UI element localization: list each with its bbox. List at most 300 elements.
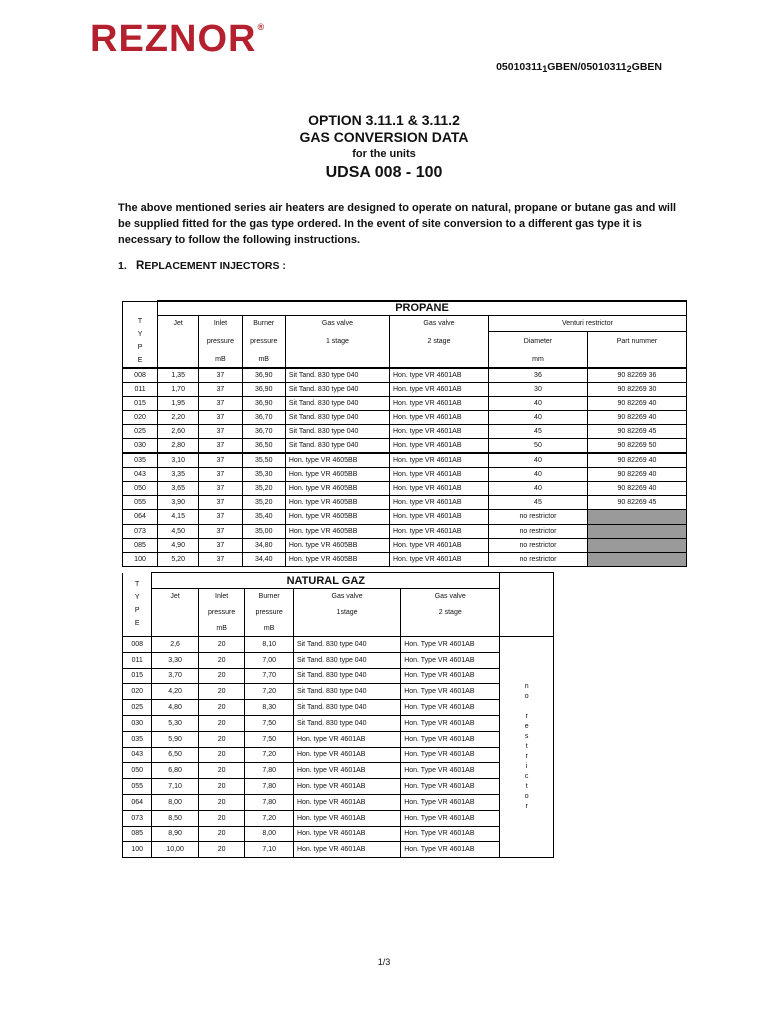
cell-jet: 2,80 bbox=[158, 439, 199, 453]
table-row bbox=[123, 842, 554, 858]
cell-gas-valve-1: Hon. type VR 4601AB bbox=[293, 842, 400, 858]
cell-gas-valve-2: Hon. Type VR 4601AB bbox=[401, 715, 500, 731]
table-row bbox=[123, 524, 687, 538]
natgaz-header-gv1b: 1stage bbox=[293, 605, 400, 621]
cell-gas-valve-2: Hon. Type VR 4601AB bbox=[401, 700, 500, 716]
cell-gas-valve-2: Hon. Type VR 4601AB bbox=[401, 810, 500, 826]
cell-diameter: 30 bbox=[488, 382, 587, 396]
cell-burner: 36,70 bbox=[242, 425, 285, 439]
cell-jet: 2,6 bbox=[152, 637, 199, 653]
propane-header-jet: Jet bbox=[158, 315, 199, 332]
cell-gas-valve-2: Hon. type VR 4601AB bbox=[390, 411, 489, 425]
cell-inlet: 20 bbox=[198, 747, 245, 763]
cell-burner: 8,10 bbox=[245, 637, 294, 653]
table-row bbox=[123, 731, 554, 747]
cell-gas-valve-2: Hon. Type VR 4601AB bbox=[401, 826, 500, 842]
table-row bbox=[123, 368, 687, 382]
cell-gas-valve-2: Hon. type VR 4601AB bbox=[390, 552, 489, 566]
cell-part-number bbox=[587, 552, 686, 566]
doc-ref-part2: GBEN/05010311 bbox=[547, 61, 627, 73]
table-row bbox=[123, 779, 554, 795]
cell-type: 008 bbox=[123, 637, 152, 653]
cell-gas-valve-2: Hon. type VR 4601AB bbox=[390, 368, 489, 382]
type-letter: P bbox=[134, 607, 140, 615]
cell-gas-valve-1: Sit Tand. 830 type 040 bbox=[285, 411, 389, 425]
cell-inlet: 20 bbox=[198, 794, 245, 810]
cell-gas-valve-1: Sit Tand. 830 type 040 bbox=[293, 700, 400, 716]
cell-part-number: 90 82269 40 bbox=[587, 411, 686, 425]
natgaz-header-burner2: pressure bbox=[245, 605, 294, 621]
cell-type: 085 bbox=[123, 538, 158, 552]
cell-part-number: 90 82269 50 bbox=[587, 439, 686, 453]
title-block bbox=[0, 112, 768, 183]
cell-gas-valve-1: Hon. type VR 4605BB bbox=[285, 467, 389, 481]
side-note-letter: t bbox=[525, 743, 528, 751]
cell-burner: 7,70 bbox=[245, 668, 294, 684]
type-letter: T bbox=[135, 581, 140, 589]
propane-header-gv2: Gas valve bbox=[390, 315, 489, 332]
cell-diameter: 40 bbox=[488, 467, 587, 481]
cell-part-number: 90 82269 45 bbox=[587, 425, 686, 439]
natgaz-header-inlet3: mB bbox=[198, 621, 245, 637]
side-note-letter: r bbox=[525, 803, 528, 811]
propane-rows bbox=[123, 368, 687, 567]
cell-type: 030 bbox=[123, 715, 152, 731]
cell-burner: 7,10 bbox=[245, 842, 294, 858]
table-row bbox=[123, 467, 687, 481]
natgaz-header-gv2b: 2 stage bbox=[401, 605, 500, 621]
cell-burner: 7,20 bbox=[245, 747, 294, 763]
cell-gas-valve-1: Sit Tand. 830 type 040 bbox=[285, 368, 389, 382]
table-row bbox=[123, 538, 687, 552]
cell-gas-valve-1: Sit Tand. 830 type 040 bbox=[285, 382, 389, 396]
cell-jet: 1,70 bbox=[158, 382, 199, 396]
natgaz-header-blank bbox=[152, 605, 199, 621]
cell-gas-valve-2: Hon. type VR 4601AB bbox=[390, 453, 489, 467]
cell-type: 043 bbox=[123, 747, 152, 763]
doc-ref-part1: 05010311 bbox=[496, 61, 543, 73]
cell-gas-valve-2: Hon. Type VR 4601AB bbox=[401, 637, 500, 653]
reznor-logo bbox=[90, 18, 265, 61]
table-row bbox=[123, 700, 554, 716]
side-note-letter: o bbox=[524, 793, 529, 801]
cell-gas-valve-2: Hon. Type VR 4601AB bbox=[401, 684, 500, 700]
cell-gas-valve-2: Hon. Type VR 4601AB bbox=[401, 779, 500, 795]
cell-gas-valve-1: Hon. type VR 4601AB bbox=[293, 731, 400, 747]
cell-gas-valve-1: Sit Tand. 830 type 040 bbox=[293, 715, 400, 731]
table-row bbox=[123, 715, 554, 731]
cell-burner: 36,70 bbox=[242, 411, 285, 425]
propane-header-blank bbox=[587, 351, 686, 368]
cell-type: 055 bbox=[123, 496, 158, 510]
natgaz-type-header bbox=[123, 573, 152, 637]
cell-inlet: 20 bbox=[198, 715, 245, 731]
cell-gas-valve-1: Sit Tand. 830 type 040 bbox=[285, 425, 389, 439]
cell-jet: 10,00 bbox=[152, 842, 199, 858]
doc-ref-part3: GBEN bbox=[631, 61, 662, 73]
cell-burner: 34,40 bbox=[242, 552, 285, 566]
natgaz-header-burner: Burner bbox=[245, 589, 294, 605]
cell-gas-valve-2: Hon. type VR 4601AB bbox=[390, 425, 489, 439]
cell-gas-valve-1: Hon. type VR 4605BB bbox=[285, 538, 389, 552]
cell-type: 064 bbox=[123, 510, 158, 524]
cell-inlet: 37 bbox=[199, 396, 242, 410]
type-letter: Y bbox=[137, 331, 143, 338]
table-row bbox=[123, 496, 687, 510]
cell-gas-valve-2: Hon. Type VR 4601AB bbox=[401, 794, 500, 810]
cell-inlet: 37 bbox=[199, 368, 242, 382]
cell-part-number: 90 82269 40 bbox=[587, 453, 686, 467]
cell-inlet: 20 bbox=[198, 842, 245, 858]
cell-part-number: 90 82269 36 bbox=[587, 368, 686, 382]
cell-gas-valve-1: Sit Tand. 830 type 040 bbox=[293, 637, 400, 653]
table-row bbox=[123, 810, 554, 826]
propane-header-blank bbox=[158, 332, 199, 351]
side-note-letter bbox=[503, 702, 550, 712]
section-number: 1. bbox=[118, 260, 127, 272]
cell-part-number: 90 82269 40 bbox=[587, 482, 686, 496]
natgaz-header-blank bbox=[152, 621, 199, 637]
table-row bbox=[123, 747, 554, 763]
cell-inlet: 20 bbox=[198, 731, 245, 747]
cell-gas-valve-1: Sit Tand. 830 type 040 bbox=[293, 684, 400, 700]
section-title-rest: EPLACEMENT INJECTORS : bbox=[144, 260, 286, 272]
document-reference bbox=[496, 61, 662, 73]
cell-inlet: 37 bbox=[199, 482, 242, 496]
side-note-letter: r bbox=[525, 753, 528, 761]
natgaz-header-burner3: mB bbox=[245, 621, 294, 637]
propane-header-venturi: Venturi restrictor bbox=[488, 315, 686, 332]
cell-burner: 36,90 bbox=[242, 368, 285, 382]
cell-gas-valve-2: Hon. type VR 4601AB bbox=[390, 538, 489, 552]
cell-inlet: 37 bbox=[199, 382, 242, 396]
cell-inlet: 20 bbox=[198, 826, 245, 842]
cell-inlet: 37 bbox=[199, 552, 242, 566]
cell-type: 011 bbox=[123, 382, 158, 396]
cell-type: 073 bbox=[123, 524, 158, 538]
cell-jet: 3,10 bbox=[158, 453, 199, 467]
cell-inlet: 37 bbox=[199, 524, 242, 538]
cell-gas-valve-2: Hon. type VR 4601AB bbox=[390, 510, 489, 524]
cell-type: 050 bbox=[123, 763, 152, 779]
cell-burner: 8,30 bbox=[245, 700, 294, 716]
type-letter: T bbox=[137, 318, 143, 325]
cell-gas-valve-2: Hon. type VR 4601AB bbox=[390, 496, 489, 510]
propane-type-header bbox=[123, 315, 158, 368]
cell-diameter: no restrictor bbox=[488, 552, 587, 566]
cell-jet: 3,65 bbox=[158, 482, 199, 496]
table-row bbox=[123, 482, 687, 496]
cell-gas-valve-2: Hon. type VR 4601AB bbox=[390, 482, 489, 496]
side-note-letter: n bbox=[524, 683, 529, 691]
option-title: OPTION 3.11.1 & 3.11.2 bbox=[308, 112, 460, 128]
natgaz-side-header bbox=[500, 573, 554, 637]
cell-inlet: 20 bbox=[198, 763, 245, 779]
cell-diameter: 45 bbox=[488, 425, 587, 439]
natgaz-header-inlet2: pressure bbox=[198, 605, 245, 621]
cell-diameter: 40 bbox=[488, 482, 587, 496]
cell-burner: 35,20 bbox=[242, 496, 285, 510]
cell-type: 015 bbox=[123, 396, 158, 410]
table-row bbox=[123, 826, 554, 842]
cell-diameter: 40 bbox=[488, 396, 587, 410]
cell-gas-valve-1: Hon. type VR 4605BB bbox=[285, 496, 389, 510]
units-caption: for the units bbox=[352, 148, 416, 160]
propane-header-diam: Diameter bbox=[488, 332, 587, 351]
cell-inlet: 20 bbox=[198, 652, 245, 668]
cell-inlet: 37 bbox=[199, 425, 242, 439]
propane-header-inlet2: pressure bbox=[199, 332, 242, 351]
doc-ref-sub2: 2 bbox=[626, 64, 632, 74]
cell-diameter: 50 bbox=[488, 439, 587, 453]
cell-jet: 4,15 bbox=[158, 510, 199, 524]
cell-jet: 6,50 bbox=[152, 747, 199, 763]
type-letter: E bbox=[137, 357, 143, 364]
type-letter: Y bbox=[134, 594, 140, 602]
propane-header-gv1b: 1 stage bbox=[285, 332, 389, 351]
table-row bbox=[123, 411, 687, 425]
cell-jet: 4,80 bbox=[152, 700, 199, 716]
cell-gas-valve-1: Sit Tand. 830 type 040 bbox=[285, 396, 389, 410]
cell-gas-valve-2: Hon. Type VR 4601AB bbox=[401, 763, 500, 779]
registered-mark: ® bbox=[257, 22, 266, 32]
table-row bbox=[123, 453, 687, 467]
cell-inlet: 37 bbox=[199, 411, 242, 425]
propane-title: PROPANE bbox=[158, 301, 687, 315]
cell-part-number bbox=[587, 538, 686, 552]
cell-jet: 8,00 bbox=[152, 794, 199, 810]
cell-jet: 6,80 bbox=[152, 763, 199, 779]
cell-diameter: no restrictor bbox=[488, 524, 587, 538]
table-row bbox=[123, 763, 554, 779]
propane-header-blank bbox=[390, 351, 489, 368]
cell-part-number: 90 82269 40 bbox=[587, 467, 686, 481]
cell-burner: 35,40 bbox=[242, 510, 285, 524]
side-note-letter: o bbox=[524, 693, 529, 701]
cell-gas-valve-2: Hon. Type VR 4601AB bbox=[401, 668, 500, 684]
cell-inlet: 20 bbox=[198, 684, 245, 700]
cell-jet: 4,20 bbox=[152, 684, 199, 700]
propane-header-burner3: mB bbox=[242, 351, 285, 368]
cell-jet: 4,90 bbox=[158, 538, 199, 552]
propane-header-gv2b: 2 stage bbox=[390, 332, 489, 351]
cell-gas-valve-1: Hon. type VR 4601AB bbox=[293, 763, 400, 779]
cell-type: 015 bbox=[123, 668, 152, 684]
cell-gas-valve-1: Hon. type VR 4605BB bbox=[285, 482, 389, 496]
cell-burner: 7,50 bbox=[245, 715, 294, 731]
cell-diameter: 40 bbox=[488, 411, 587, 425]
doc-ref-sub1: 1 bbox=[542, 64, 548, 74]
cell-burner: 36,90 bbox=[242, 382, 285, 396]
cell-diameter: no restrictor bbox=[488, 510, 587, 524]
table-row bbox=[123, 637, 554, 653]
table-row bbox=[123, 396, 687, 410]
cell-jet: 4,50 bbox=[158, 524, 199, 538]
cell-burner: 7,20 bbox=[245, 810, 294, 826]
cell-burner: 7,20 bbox=[245, 684, 294, 700]
side-note-letter: c bbox=[524, 773, 529, 781]
type-letter: E bbox=[134, 620, 140, 628]
cell-burner: 7,80 bbox=[245, 794, 294, 810]
propane-header-blank bbox=[158, 351, 199, 368]
cell-burner: 35,30 bbox=[242, 467, 285, 481]
intro-paragraph: The above mentioned series air heaters are designed to operate on natural, propane or butane gas and will be supplied fitted for the gas type ordered. In the event of site conversion to a different gas type it is necessary to follow the following instructions. bbox=[118, 202, 677, 246]
cell-burner: 35,20 bbox=[242, 482, 285, 496]
natgaz-title: NATURAL GAZ bbox=[152, 573, 500, 589]
cell-inlet: 37 bbox=[199, 439, 242, 453]
cell-inlet: 20 bbox=[198, 668, 245, 684]
cell-gas-valve-1: Hon. type VR 4605BB bbox=[285, 552, 389, 566]
cell-type: 100 bbox=[123, 842, 152, 858]
propane-header-inlet3: mB bbox=[199, 351, 242, 368]
cell-type: 085 bbox=[123, 826, 152, 842]
cell-jet: 3,70 bbox=[152, 668, 199, 684]
cell-gas-valve-1: Hon. type VR 4601AB bbox=[293, 826, 400, 842]
cell-jet: 1,95 bbox=[158, 396, 199, 410]
cell-inlet: 37 bbox=[199, 496, 242, 510]
cell-inlet: 37 bbox=[199, 453, 242, 467]
cell-gas-valve-2: Hon. Type VR 4601AB bbox=[401, 747, 500, 763]
cell-part-number: 90 82269 30 bbox=[587, 382, 686, 396]
cell-diameter: no restrictor bbox=[488, 538, 587, 552]
cell-diameter: 36 bbox=[488, 368, 587, 382]
cell-gas-valve-2: Hon. type VR 4601AB bbox=[390, 524, 489, 538]
cell-jet: 1,35 bbox=[158, 368, 199, 382]
cell-type: 025 bbox=[123, 700, 152, 716]
table-row bbox=[123, 425, 687, 439]
cell-jet: 5,90 bbox=[152, 731, 199, 747]
cell-inlet: 20 bbox=[198, 637, 245, 653]
propane-header-diam2: mm bbox=[488, 351, 587, 368]
cell-jet: 2,20 bbox=[158, 411, 199, 425]
cell-burner: 7,00 bbox=[245, 652, 294, 668]
cell-burner: 8,00 bbox=[245, 826, 294, 842]
side-note-letter: s bbox=[524, 733, 529, 741]
cell-gas-valve-1: Sit Tand. 830 type 040 bbox=[285, 439, 389, 453]
cell-type: 020 bbox=[123, 684, 152, 700]
cell-gas-valve-1: Hon. type VR 4605BB bbox=[285, 453, 389, 467]
cell-burner: 36,50 bbox=[242, 439, 285, 453]
section-initial: R bbox=[136, 260, 145, 272]
natgaz-header-gv1: Gas valve bbox=[293, 589, 400, 605]
cell-gas-valve-2: Hon. Type VR 4601AB bbox=[401, 731, 500, 747]
cell-gas-valve-1: Sit Tand. 830 type 040 bbox=[293, 652, 400, 668]
side-note-letter: t bbox=[525, 783, 528, 791]
cell-type: 035 bbox=[123, 731, 152, 747]
type-letter: P bbox=[137, 344, 143, 351]
table-row bbox=[123, 552, 687, 566]
cell-jet: 8,50 bbox=[152, 810, 199, 826]
cell-gas-valve-1: Hon. type VR 4601AB bbox=[293, 747, 400, 763]
cell-jet: 3,30 bbox=[152, 652, 199, 668]
cell-gas-valve-2: Hon. Type VR 4601AB bbox=[401, 652, 500, 668]
table-row bbox=[123, 382, 687, 396]
propane-header-burner2: pressure bbox=[242, 332, 285, 351]
side-note-letter: i bbox=[525, 763, 528, 771]
cell-jet: 2,60 bbox=[158, 425, 199, 439]
no-restrictor-note bbox=[500, 637, 554, 858]
table-row bbox=[123, 439, 687, 453]
table-row bbox=[123, 684, 554, 700]
cell-jet: 5,30 bbox=[152, 715, 199, 731]
cell-burner: 35,00 bbox=[242, 524, 285, 538]
natgaz-header-inlet: Inlet bbox=[198, 589, 245, 605]
cell-diameter: 40 bbox=[488, 453, 587, 467]
table-row bbox=[123, 652, 554, 668]
natgaz-header-blank bbox=[293, 621, 400, 637]
propane-header-gv1: Gas valve bbox=[285, 315, 389, 332]
cell-part-number bbox=[587, 524, 686, 538]
cell-inlet: 37 bbox=[199, 538, 242, 552]
propane-header-burner: Burner bbox=[242, 315, 285, 332]
cell-gas-valve-2: Hon. type VR 4601AB bbox=[390, 396, 489, 410]
cell-inlet: 20 bbox=[198, 700, 245, 716]
cell-type: 043 bbox=[123, 467, 158, 481]
natgaz-header-blank bbox=[401, 621, 500, 637]
cell-gas-valve-2: Hon. type VR 4601AB bbox=[390, 467, 489, 481]
table-row bbox=[123, 510, 687, 524]
cell-jet: 5,20 bbox=[158, 552, 199, 566]
cell-type: 055 bbox=[123, 779, 152, 795]
cell-type: 100 bbox=[123, 552, 158, 566]
cell-type: 073 bbox=[123, 810, 152, 826]
cell-type: 035 bbox=[123, 453, 158, 467]
side-note-letter: e bbox=[524, 723, 529, 731]
cell-burner: 7,80 bbox=[245, 779, 294, 795]
table-row bbox=[123, 794, 554, 810]
cell-part-number: 90 82269 45 bbox=[587, 496, 686, 510]
cell-burner: 34,80 bbox=[242, 538, 285, 552]
cell-gas-valve-1: Hon. type VR 4601AB bbox=[293, 810, 400, 826]
propane-header-blank bbox=[285, 351, 389, 368]
propane-type-corner bbox=[123, 301, 158, 315]
cell-burner: 35,50 bbox=[242, 453, 285, 467]
cell-jet: 3,35 bbox=[158, 467, 199, 481]
cell-type: 050 bbox=[123, 482, 158, 496]
cell-part-number: 90 82269 40 bbox=[587, 396, 686, 410]
table-row bbox=[123, 668, 554, 684]
cell-part-number bbox=[587, 510, 686, 524]
cell-inlet: 37 bbox=[199, 510, 242, 524]
cell-type: 025 bbox=[123, 425, 158, 439]
cell-burner: 7,50 bbox=[245, 731, 294, 747]
cell-gas-valve-1: Hon. type VR 4605BB bbox=[285, 510, 389, 524]
cell-type: 020 bbox=[123, 411, 158, 425]
cell-diameter: 45 bbox=[488, 496, 587, 510]
logo-text: REZNOR bbox=[90, 18, 257, 60]
cell-gas-valve-1: Hon. type VR 4605BB bbox=[285, 524, 389, 538]
propane-header-part: Part nummer bbox=[587, 332, 686, 351]
cell-gas-valve-2: Hon. Type VR 4601AB bbox=[401, 842, 500, 858]
section-heading bbox=[118, 260, 286, 272]
propane-header-inlet: Inlet bbox=[199, 315, 242, 332]
cell-type: 030 bbox=[123, 439, 158, 453]
cell-gas-valve-1: Sit Tand. 830 type 040 bbox=[293, 668, 400, 684]
natgaz-header-gv2: Gas valve bbox=[401, 589, 500, 605]
cell-type: 011 bbox=[123, 652, 152, 668]
cell-jet: 7,10 bbox=[152, 779, 199, 795]
natgaz-header-jet: Jet bbox=[152, 589, 199, 605]
natural-gaz-table bbox=[122, 572, 554, 858]
cell-gas-valve-2: Hon. type VR 4601AB bbox=[390, 382, 489, 396]
cell-burner: 36,90 bbox=[242, 396, 285, 410]
cell-gas-valve-1: Hon. type VR 4601AB bbox=[293, 779, 400, 795]
cell-gas-valve-2: Hon. type VR 4601AB bbox=[390, 439, 489, 453]
cell-type: 064 bbox=[123, 794, 152, 810]
cell-inlet: 20 bbox=[198, 810, 245, 826]
cell-type: 008 bbox=[123, 368, 158, 382]
page-number: 1/3 bbox=[377, 957, 391, 967]
